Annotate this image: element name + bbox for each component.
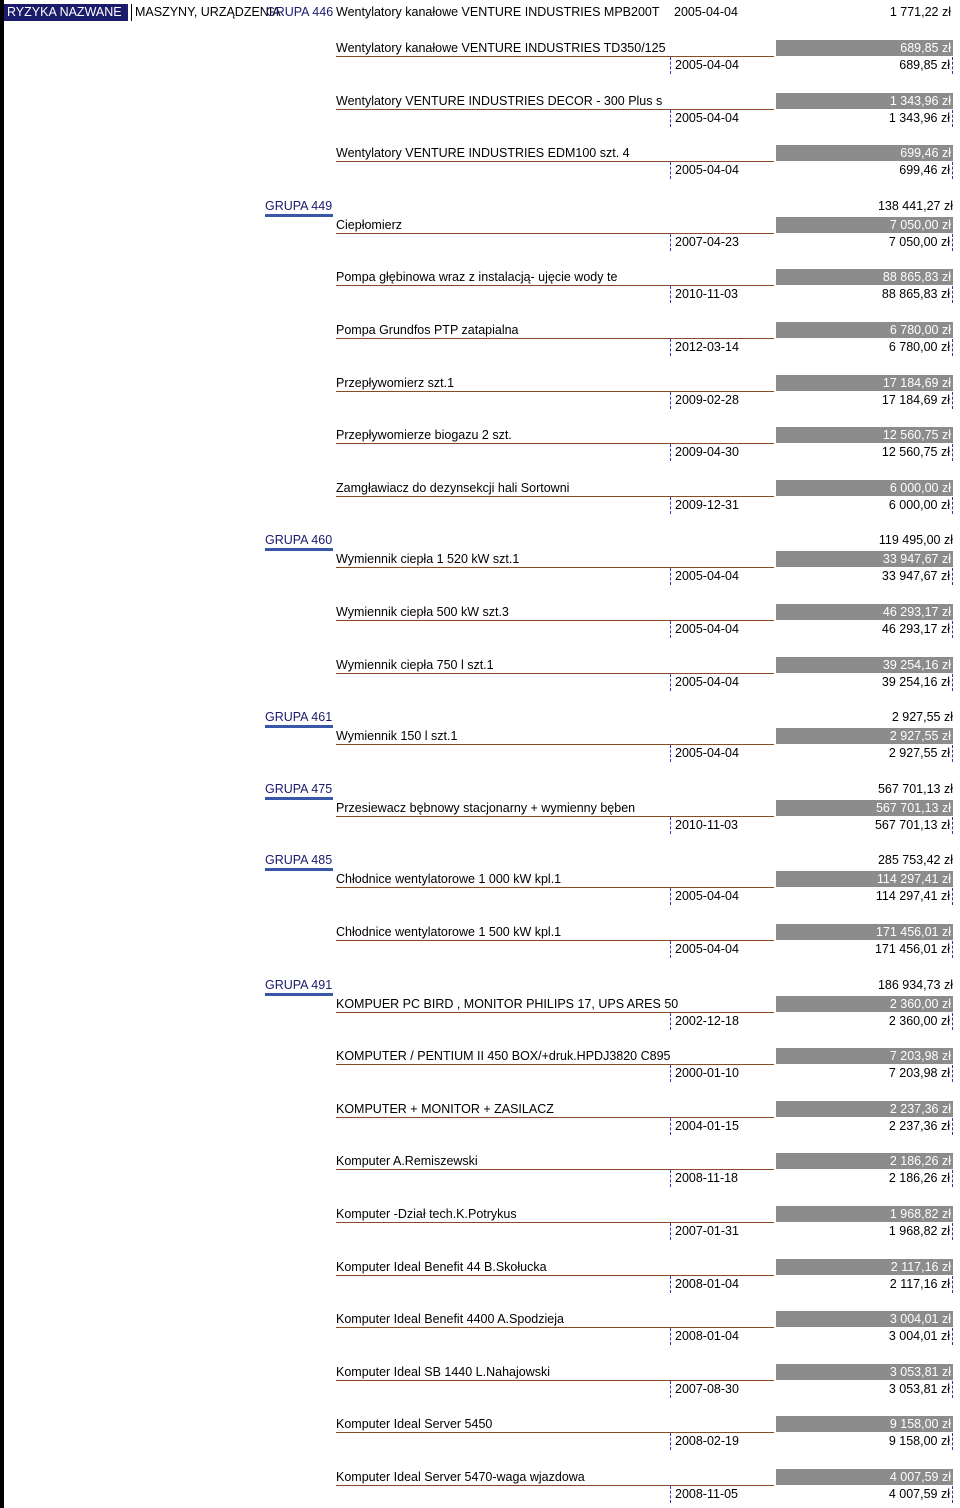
item-value-bar: 114 297,41 zł bbox=[776, 871, 953, 887]
item-name: Komputer A.Remiszewski bbox=[336, 1153, 774, 1170]
item-date: 2008-02-19 bbox=[670, 1433, 774, 1450]
item-date: 2008-11-18 bbox=[670, 1170, 774, 1187]
group-total: 2 927,55 zł bbox=[891, 710, 953, 725]
group-total: 567 701,13 zł bbox=[877, 781, 953, 796]
first-item-name: Wentylatory kanałowe VENTURE INDUSTRIES MPB200T bbox=[336, 5, 660, 19]
item-date: 2005-04-04 bbox=[670, 162, 774, 179]
item-value: 1 968,82 zł bbox=[776, 1223, 953, 1240]
item-name: Komputer Ideal Server 5470-waga wjazdowa bbox=[336, 1469, 774, 1486]
item-value: 689,85 zł bbox=[776, 57, 953, 74]
item-value-bar: 699,46 zł bbox=[776, 145, 953, 161]
item-value-bar: 4 007,59 zł bbox=[776, 1469, 953, 1485]
item-name: KOMPUER PC BIRD , MONITOR PHILIPS 17, UPS ARES 50 bbox=[336, 996, 774, 1013]
item-name: Komputer Ideal Benefit 4400 A.Spodzieja bbox=[336, 1311, 774, 1328]
item-date: 2007-01-31 bbox=[670, 1223, 774, 1240]
group-name: GRUPA 461 bbox=[265, 709, 333, 728]
first-item-value: 1 771,22 zł bbox=[889, 5, 951, 19]
item-name: Zamgławiacz do dezynsekcji hali Sortowni bbox=[336, 480, 774, 497]
item-name: Chłodnice wentylatorowe 1 500 kW kpl.1 bbox=[336, 924, 774, 941]
header-maszyny: MASZYNY, URZĄDZENIA bbox=[131, 4, 265, 21]
item-date: 2000-01-10 bbox=[670, 1065, 774, 1082]
item-name: Wymiennik 150 l szt.1 bbox=[336, 728, 774, 745]
item-value-bar: 12 560,75 zł bbox=[776, 427, 953, 443]
item-value: 1 343,96 zł bbox=[776, 110, 953, 127]
item-value: 17 184,69 zł bbox=[776, 392, 953, 409]
item-value-bar: 88 865,83 zł bbox=[776, 269, 953, 285]
item-value: 88 865,83 zł bbox=[776, 286, 953, 303]
item-value-bar: 1 343,96 zł bbox=[776, 93, 953, 109]
item-date: 2009-12-31 bbox=[670, 497, 774, 514]
item-date: 2005-04-04 bbox=[670, 57, 774, 74]
item-name: Wentylatory kanałowe VENTURE INDUSTRIES TD350/125 bbox=[336, 40, 774, 57]
item-value: 7 050,00 zł bbox=[776, 234, 953, 251]
item-value: 9 158,00 zł bbox=[776, 1433, 953, 1450]
header-ryzyka-nazwane: RYZYKA NAZWANE bbox=[4, 4, 128, 21]
item-name: Przepływomierz szt.1 bbox=[336, 375, 774, 392]
item-name: Wentylatory VENTURE INDUSTRIES DECOR - 300 Plus s bbox=[336, 93, 774, 110]
item-name: Komputer Ideal SB 1440 L.Nahajowski bbox=[336, 1364, 774, 1381]
item-date: 2010-11-03 bbox=[670, 286, 774, 303]
item-value-bar: 46 293,17 zł bbox=[776, 604, 953, 620]
item-value: 2 360,00 zł bbox=[776, 1013, 953, 1030]
item-date: 2005-04-04 bbox=[670, 745, 774, 762]
item-value-bar: 33 947,67 zł bbox=[776, 551, 953, 567]
item-date: 2007-04-23 bbox=[670, 234, 774, 251]
group-name: GRUPA 485 bbox=[265, 852, 333, 871]
item-value-bar: 689,85 zł bbox=[776, 40, 953, 56]
item-date: 2007-08-30 bbox=[670, 1381, 774, 1398]
item-date: 2005-04-04 bbox=[670, 888, 774, 905]
item-value: 4 007,59 zł bbox=[776, 1486, 953, 1503]
item-name: Wymiennik ciepła 500 kW szt.3 bbox=[336, 604, 774, 621]
item-value: 567 701,13 zł bbox=[776, 817, 953, 834]
item-name: Pompa głębinowa wraz z instalacją- ujęcie wody te bbox=[336, 269, 774, 286]
item-value: 2 117,16 zł bbox=[776, 1276, 953, 1293]
first-item-date: 2005-04-04 bbox=[674, 5, 738, 19]
item-value: 699,46 zł bbox=[776, 162, 953, 179]
item-value-bar: 2 927,55 zł bbox=[776, 728, 953, 744]
item-value: 3 053,81 zł bbox=[776, 1381, 953, 1398]
item-name: Pompa Grundfos PTP zatapialna bbox=[336, 322, 774, 339]
item-value-bar: 17 184,69 zł bbox=[776, 375, 953, 391]
item-name: Wymiennik ciepła 750 l szt.1 bbox=[336, 657, 774, 674]
item-value-bar: 39 254,16 zł bbox=[776, 657, 953, 673]
header-group-446: GRUPA 446 bbox=[266, 5, 334, 19]
item-name: KOMPUTER + MONITOR + ZASILACZ bbox=[336, 1101, 774, 1118]
item-date: 2002-12-18 bbox=[670, 1013, 774, 1030]
group-name: GRUPA 449 bbox=[265, 198, 333, 217]
group-total: 138 441,27 zł bbox=[877, 198, 953, 213]
item-name: Przepływomierze biogazu 2 szt. bbox=[336, 427, 774, 444]
item-date: 2005-04-04 bbox=[670, 568, 774, 585]
item-value-bar: 2 237,36 zł bbox=[776, 1101, 953, 1117]
item-value-bar: 2 360,00 zł bbox=[776, 996, 953, 1012]
item-value: 39 254,16 zł bbox=[776, 674, 953, 691]
item-value: 2 186,26 zł bbox=[776, 1170, 953, 1187]
item-date: 2005-04-04 bbox=[670, 110, 774, 127]
item-date: 2008-11-05 bbox=[670, 1486, 774, 1503]
item-name: Komputer -Dział tech.K.Potrykus bbox=[336, 1206, 774, 1223]
group-name: GRUPA 460 bbox=[265, 532, 333, 551]
item-name: Przesiewacz bębnowy stacjonarny + wymienny bęben bbox=[336, 800, 774, 817]
item-value-bar: 7 050,00 zł bbox=[776, 217, 953, 233]
item-value: 6 780,00 zł bbox=[776, 339, 953, 356]
group-total: 285 753,42 zł bbox=[877, 853, 953, 868]
group-total: 119 495,00 zł bbox=[878, 533, 953, 548]
item-name: Komputer Ideal Server 5450 bbox=[336, 1416, 774, 1433]
item-date: 2010-11-03 bbox=[670, 817, 774, 834]
item-date: 2009-02-28 bbox=[670, 392, 774, 409]
item-value-bar: 6 000,00 zł bbox=[776, 480, 953, 496]
item-value-bar: 567 701,13 zł bbox=[776, 800, 953, 816]
item-value: 12 560,75 zł bbox=[776, 444, 953, 461]
item-date: 2004-01-15 bbox=[670, 1118, 774, 1135]
item-value: 2 237,36 zł bbox=[776, 1118, 953, 1135]
item-value-bar: 6 780,00 zł bbox=[776, 322, 953, 338]
item-value: 6 000,00 zł bbox=[776, 497, 953, 514]
item-date: 2005-04-04 bbox=[670, 621, 774, 638]
item-value-bar: 3 004,01 zł bbox=[776, 1311, 953, 1327]
item-value-bar: 171 456,01 zł bbox=[776, 924, 953, 940]
item-name: Chłodnice wentylatorowe 1 000 kW kpl.1 bbox=[336, 871, 774, 888]
item-value-bar: 1 968,82 zł bbox=[776, 1206, 953, 1222]
item-name: Komputer Ideal Benefit 44 B.Skołucka bbox=[336, 1259, 774, 1276]
item-value: 2 927,55 zł bbox=[776, 745, 953, 762]
item-value-bar: 9 158,00 zł bbox=[776, 1416, 953, 1432]
item-name: Wymiennik ciepła 1 520 kW szt.1 bbox=[336, 551, 774, 568]
item-value-bar: 2 117,16 zł bbox=[776, 1259, 953, 1275]
item-date: 2009-04-30 bbox=[670, 444, 774, 461]
item-date: 2005-04-04 bbox=[670, 674, 774, 691]
item-value-bar: 3 053,81 zł bbox=[776, 1364, 953, 1380]
group-name: GRUPA 491 bbox=[265, 977, 333, 996]
item-date: 2005-04-04 bbox=[670, 941, 774, 958]
item-value: 33 947,67 zł bbox=[776, 568, 953, 585]
item-name: Wentylatory VENTURE INDUSTRIES EDM100 szt. 4 bbox=[336, 145, 774, 162]
item-date: 2008-01-04 bbox=[670, 1328, 774, 1345]
item-value: 171 456,01 zł bbox=[776, 941, 953, 958]
item-value: 3 004,01 zł bbox=[776, 1328, 953, 1345]
item-date: 2012-03-14 bbox=[670, 339, 774, 356]
group-total: 186 934,73 zł bbox=[877, 977, 953, 992]
item-value-bar: 7 203,98 zł bbox=[776, 1048, 953, 1064]
item-value-bar: 2 186,26 zł bbox=[776, 1153, 953, 1169]
item-value: 114 297,41 zł bbox=[776, 888, 953, 905]
item-value: 46 293,17 zł bbox=[776, 621, 953, 638]
item-date: 2008-01-04 bbox=[670, 1276, 774, 1293]
item-name: Ciepłomierz bbox=[336, 217, 774, 234]
item-value: 7 203,98 zł bbox=[776, 1065, 953, 1082]
group-name: GRUPA 475 bbox=[265, 781, 333, 800]
item-name: KOMPUTER / PENTIUM II 450 BOX/+druk.HPDJ3820 C895 bbox=[336, 1048, 774, 1065]
